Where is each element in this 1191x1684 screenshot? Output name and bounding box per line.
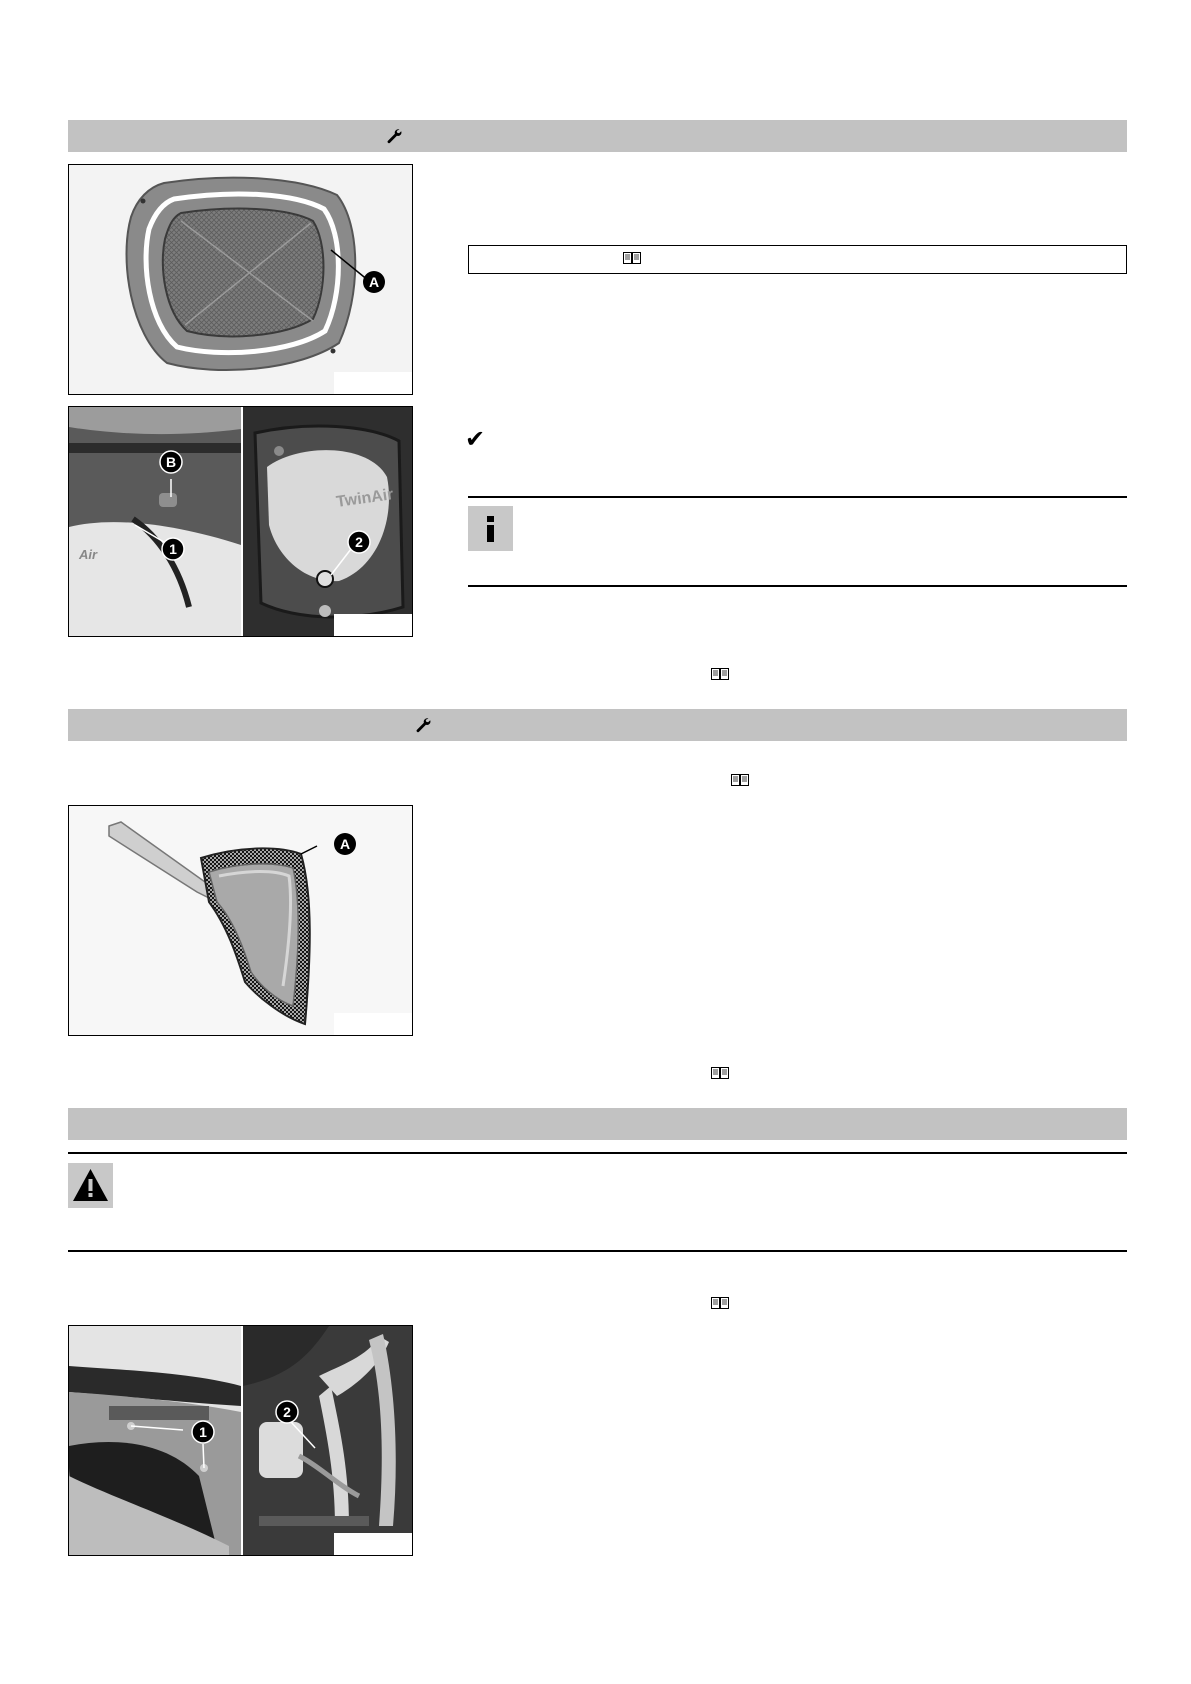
callout-2: 2 <box>355 534 363 550</box>
wrench-icon <box>415 717 431 733</box>
book-icon <box>623 252 641 265</box>
callout-2: 2 <box>283 1404 291 1420</box>
section-header-1 <box>68 120 1127 152</box>
checkmark-icon: ✔ <box>465 425 486 453</box>
warning-note-bottom-rule <box>68 1250 1127 1252</box>
callout-1: 1 <box>199 1424 207 1440</box>
book-icon <box>711 1297 729 1310</box>
wrench-icon <box>386 128 402 144</box>
callout-a: A <box>368 274 380 290</box>
section-header-3 <box>68 1108 1127 1140</box>
callout-b: B <box>165 454 177 470</box>
warning-note-top-rule <box>68 1152 1127 1154</box>
figure-id-tag <box>334 614 412 636</box>
figure-id-tag <box>334 372 412 394</box>
book-icon <box>731 774 749 787</box>
twinair-logo: TwinAir <box>335 486 395 511</box>
figure-id-tag <box>334 1533 412 1555</box>
exhaust-figure <box>68 1325 413 1556</box>
figure-id-tag <box>334 1013 412 1035</box>
section-header-2 <box>68 709 1127 741</box>
info-note-bottom-rule <box>468 585 1127 587</box>
manual-reference-box <box>468 245 1127 274</box>
warning-icon <box>68 1163 113 1208</box>
airbox-figure <box>68 406 413 637</box>
svg-text:Air: Air <box>79 547 98 562</box>
book-icon <box>711 668 729 681</box>
info-note-top-rule <box>468 496 1127 498</box>
info-icon <box>468 506 513 551</box>
airbox-cover-figure <box>68 805 413 1036</box>
air-filter-figure <box>68 164 413 395</box>
book-icon <box>711 1067 729 1080</box>
callout-a: A <box>339 836 351 852</box>
callout-1: 1 <box>169 541 177 557</box>
